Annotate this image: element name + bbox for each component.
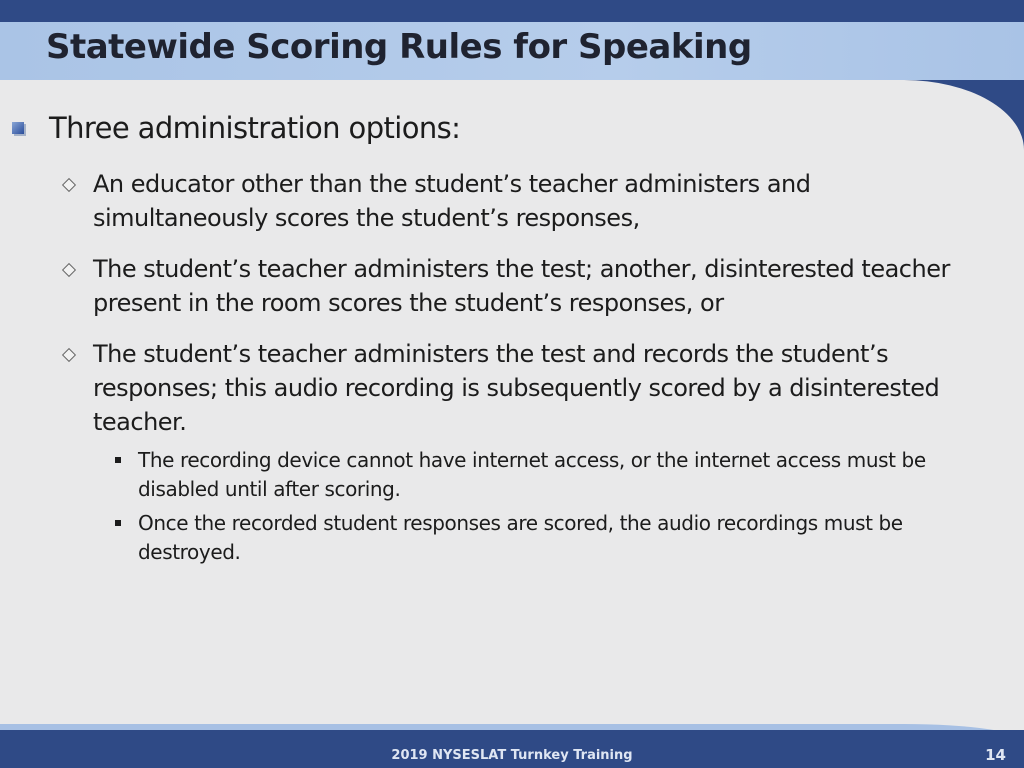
square-sub-bullet-icon (115, 457, 121, 463)
option-item: The student’s teacher administers the test; another, disinterested teacher present in the room scores the student’s responses, or (93, 255, 950, 317)
main-bullet-text: Three administration options: (49, 111, 461, 145)
sub-bullet-item: The recording device cannot have internet access, or the internet access must be disabled until after scoring. (138, 448, 926, 501)
page-number: 14 (985, 746, 1006, 764)
sub-bullet-item: Once the recorded student responses are scored, the audio recordings must be destroyed. (138, 511, 903, 564)
footer-text: 2019 NYSESLAT Turnkey Training (391, 748, 633, 763)
page-title: Statewide Scoring Rules for Speaking (46, 27, 752, 67)
option-item: An educator other than the student’s teacher administers and simultaneously scores the student’s responses, (93, 170, 811, 232)
square-bullet-icon (12, 122, 24, 134)
square-sub-bullet-icon (115, 520, 121, 526)
option-item: The student’s teacher administers the test and records the student’s responses; this audio recording is subsequently scored by a disinterested teacher. (93, 340, 940, 436)
